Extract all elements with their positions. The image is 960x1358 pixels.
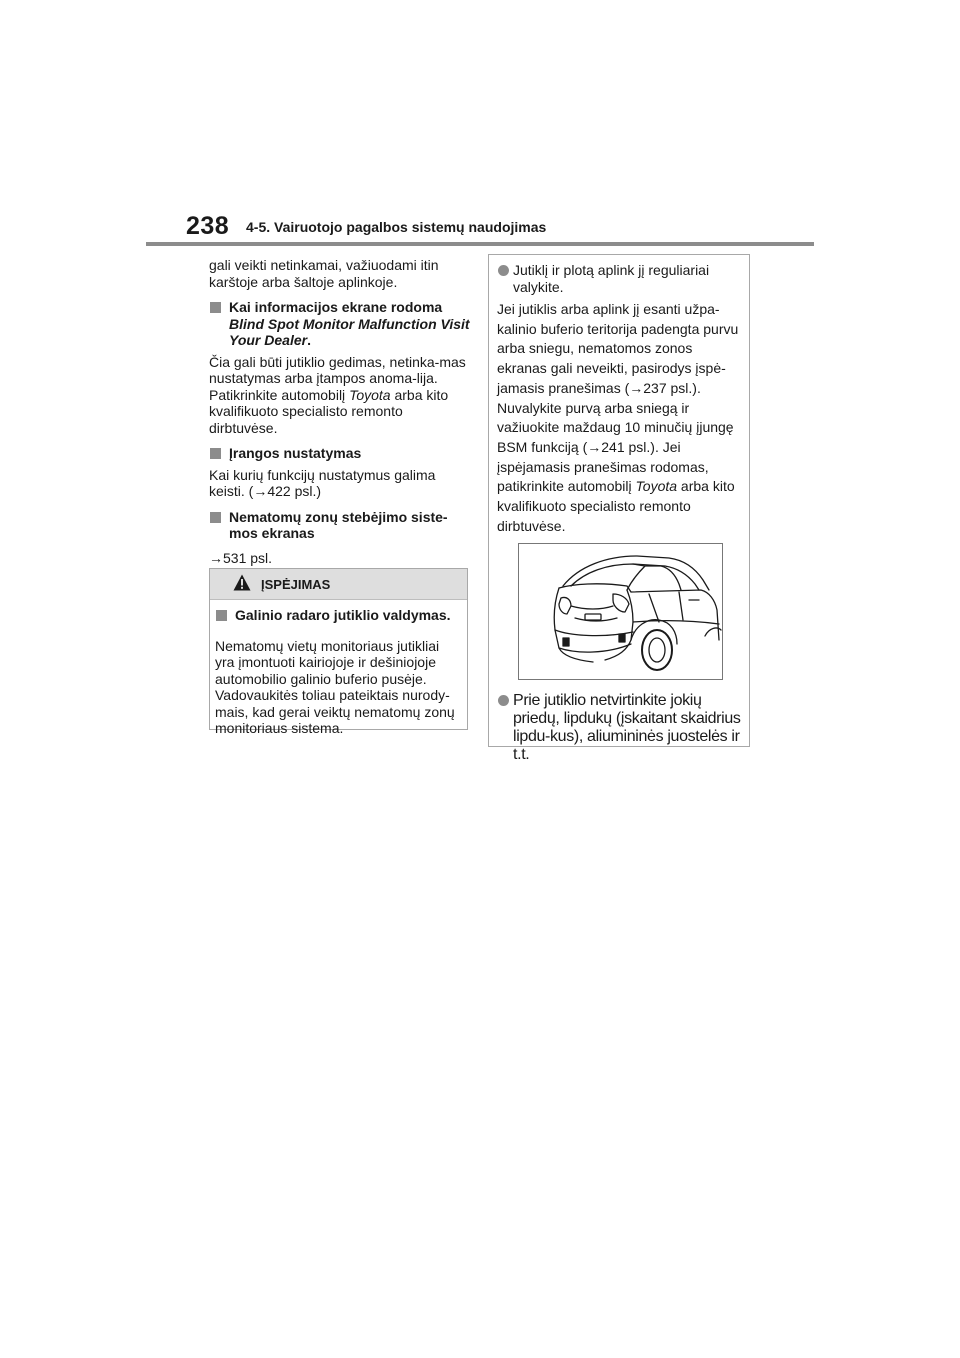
list-item-text: Prie jutiklio netvirtinkite jokių priedų, lipdukų (įskaitant skaidrius lipdu-kus), aliumininės juostelės ir t.t. [513,692,741,763]
square-bullet-icon [210,512,221,523]
message-text: Blind Spot Monitor Malfunction Visit Your Dealer [229,315,470,348]
car-illustration-icon [519,544,722,679]
circle-bullet-icon [498,695,509,706]
list-item [497,692,741,764]
left-column [209,257,471,566]
warning-body [210,607,467,737]
page-header [0,0,960,250]
warning-heading [215,607,462,624]
body-text: arba kito kvalifikuoto specialisto remonto dirbtuvėse. [497,478,735,534]
square-bullet-icon [216,610,227,621]
header-rule [146,242,814,246]
heading-text: Nematomų zonų stebėjimo siste-mos ekranas [229,508,448,541]
section-title: 4-5. Vairuotojo pagalbos sistemų naudojimas [246,219,547,235]
square-bullet-icon [210,448,221,459]
heading-text: Kai informacijos ekrane rodoma [229,299,443,315]
car-rear-illustration [518,543,723,680]
section-heading-display [209,509,471,542]
body-text: Čia gali būti jutiklio gedimas, netinka-mas nustatymas arba įtampos anoma-lija. Patikrinkite automobilį [209,353,466,403]
warning-header [210,569,467,600]
page-number: 238 [186,212,230,240]
brand-name: Toyota [349,386,391,403]
list-item-text: Jutiklį ir plotą aplink jį reguliariai valykite. [513,262,710,295]
heading-text: Galinio radaro jutiklio valdymas. [235,607,451,623]
list-item [497,262,741,295]
intro-text: gali veikti netinkamai, važiuodami itin karštoje arba šaltoje aplinkoje. [209,257,439,290]
settings-body: Kai kurių funkcijų nustatymus galima keisti. (→422 psl.) [209,466,436,499]
info-bottom [497,692,741,764]
heading-period: . [307,332,311,348]
warning-title: ĮSPĖJIMAS [261,577,331,592]
info-box [488,254,750,763]
warning-text: Nematomų vietų monitoriaus jutikliai yra įmontuoti kairiojoje ir dešiniojoje automobilio galinio buferio pusėje. Vadovaukitės toliau pateiktais nurody-mais, kad gerai veiktų nematomų zonų monitoriaus sistema. [215,637,455,736]
warning-box [209,568,468,736]
body-text: arba kito kvalifikuoto specialisto remonto dirbtuvėse. [209,386,449,436]
body-text: Jei jutiklis arba aplink jį esanti užpa-kalinio buferio teritorija padengta purvu arba sniegu, nematomos zonos ekranas gali neveikti, pasirodys įspė-jamasis pranešimas (→237 psl.). Nuvalykite purvą arba sniegą ir važiuokite maždaug 10 minučių įjungę BSM funkciją (→241 psl.). Jei įspėjamasis pranešimas rodomas, patikrinkite automobilį [497,301,739,495]
page-reference: →531 psl. [209,549,273,566]
warning-triangle-icon [233,574,251,591]
info-content [497,262,741,550]
info-body [497,300,741,536]
brand-name: Toyota [635,478,678,495]
section-heading-malfunction [209,299,471,349]
malfunction-body [209,354,471,437]
circle-bullet-icon [498,265,509,276]
square-bullet-icon [210,302,221,313]
heading-text: Įrangos nustatymas [229,445,362,461]
section-heading-settings [209,445,471,462]
